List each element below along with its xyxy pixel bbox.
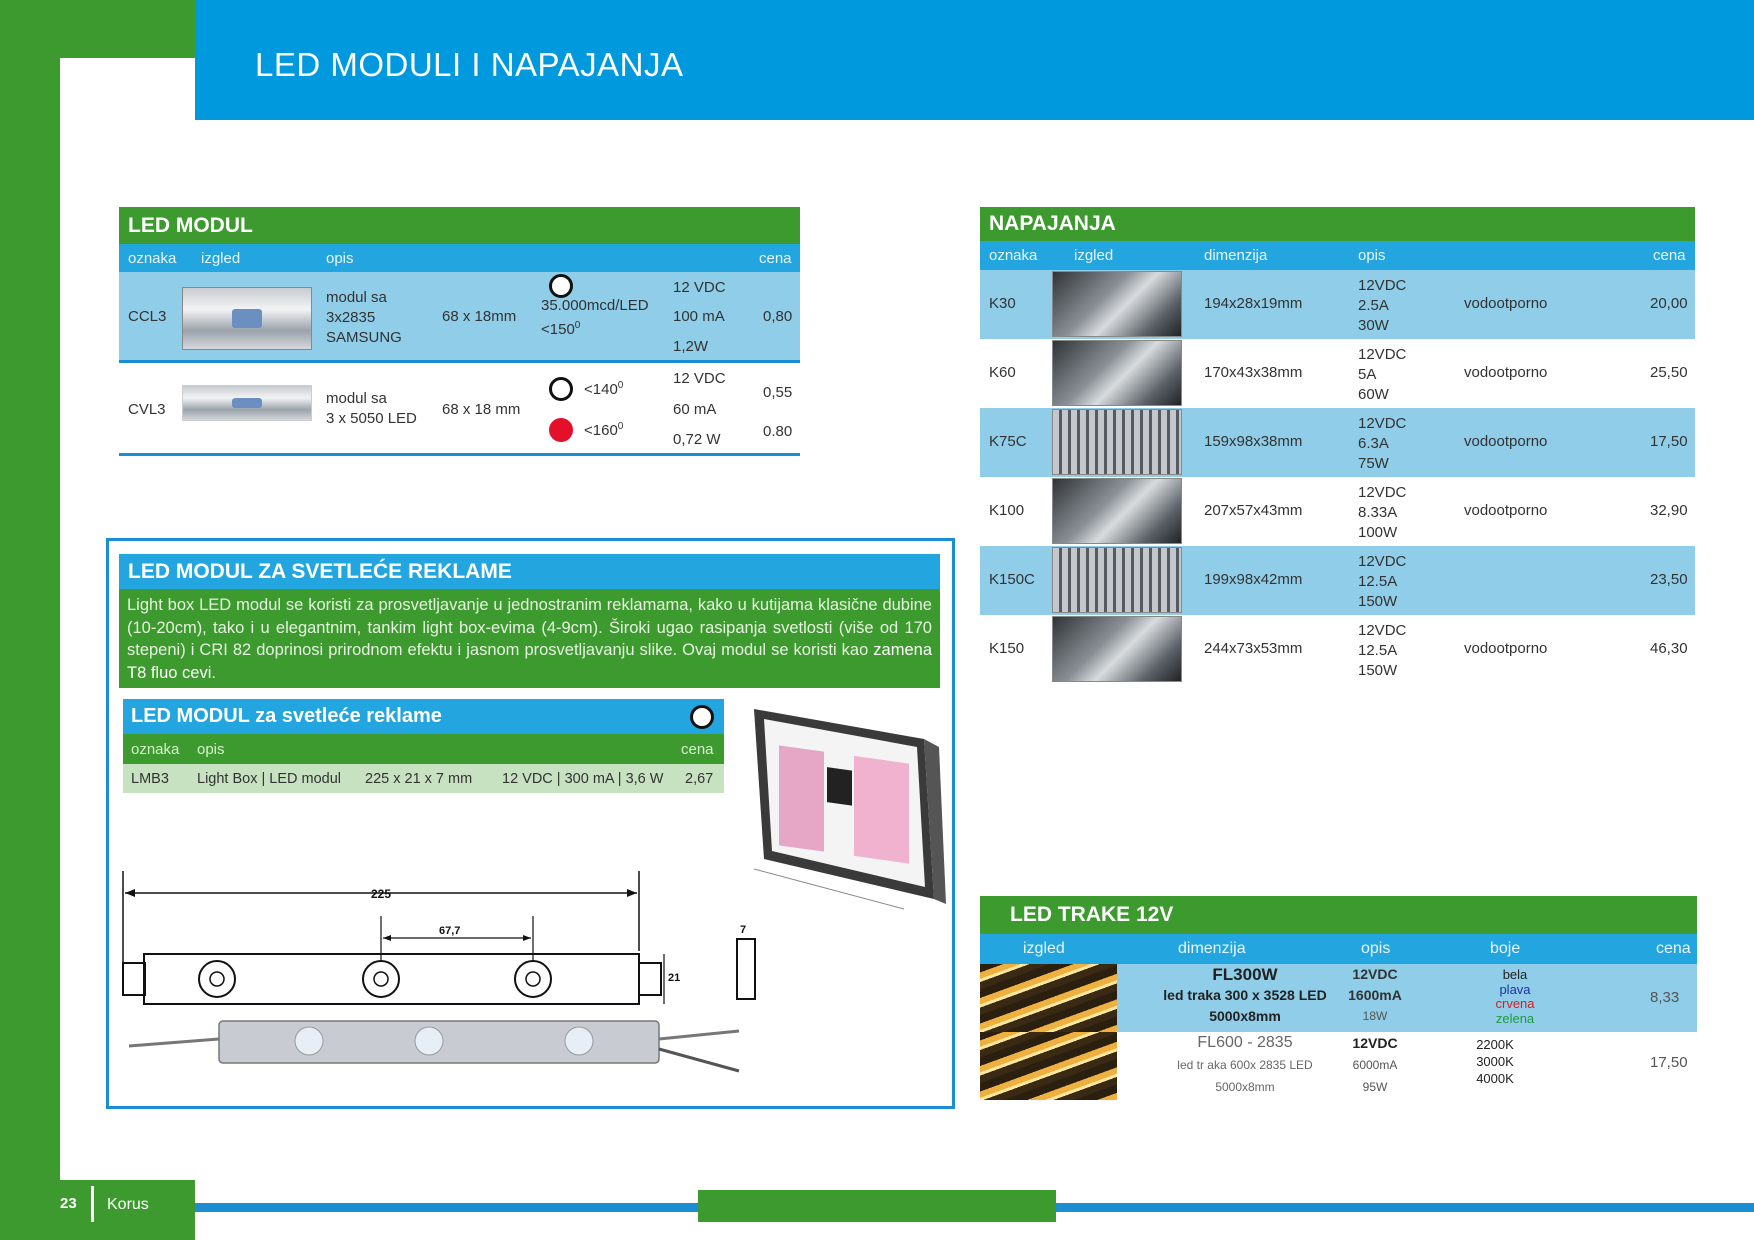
table-row xyxy=(119,363,800,453)
led-trake-header: izgled dimenzija opis boje cena xyxy=(980,934,1697,964)
price: 32,90 xyxy=(1650,502,1688,519)
top-green-block xyxy=(0,0,195,58)
specs: 12VDC 12.5A 150W xyxy=(1358,553,1407,610)
dimension: 244x73x53mm xyxy=(1204,640,1303,657)
current: 100 mA xyxy=(673,308,725,325)
col-opis: opis xyxy=(1358,247,1386,264)
voltage: 12 VDC xyxy=(673,279,726,296)
price: 0,55 xyxy=(763,384,793,401)
reklame-table xyxy=(123,699,724,793)
specs: 12VDC 8.33A 100W xyxy=(1358,484,1407,541)
divider xyxy=(119,453,800,456)
beam-angle-white: $<140^0$ xyxy=(584,380,624,398)
luminosity: 35.000mcd/LED xyxy=(541,297,649,314)
power-supply-image xyxy=(1052,547,1182,613)
napajanja-table xyxy=(980,207,1695,684)
specs: 12VDC 2.5A 30W xyxy=(1358,277,1407,334)
col-cena: cena xyxy=(759,249,792,267)
power: 0,72 W xyxy=(673,431,721,448)
dimension-spacing: 67,7 xyxy=(439,925,461,937)
red-light-icon xyxy=(549,418,573,442)
dimension-total: 225 xyxy=(371,887,392,901)
code: K30 xyxy=(989,295,1016,312)
price: 0.80 xyxy=(763,423,793,440)
code: CVL3 xyxy=(128,401,166,418)
power-supply-image xyxy=(1052,478,1182,544)
led-modul-table xyxy=(119,207,800,456)
colors: bela plava crvena zelena xyxy=(1495,967,1535,1026)
led-module-image xyxy=(182,385,312,421)
power-supply-image xyxy=(1052,340,1182,406)
beam-angle-red: $<160^0$ xyxy=(584,421,624,439)
note: vodootporno xyxy=(1464,502,1548,519)
dimension-height: 21 xyxy=(668,972,681,984)
table-row xyxy=(980,1032,1697,1100)
note: vodootporno xyxy=(1464,640,1548,657)
footer-green-accent xyxy=(698,1190,1056,1222)
price: 23,50 xyxy=(1650,571,1688,588)
table-row xyxy=(980,964,1697,1032)
current: 60 mA xyxy=(673,401,717,418)
col-opis: opis xyxy=(326,249,354,267)
brand-name: Korus xyxy=(107,1196,149,1213)
led-module-image xyxy=(182,287,312,350)
dimension: 199x98x42mm xyxy=(1204,571,1303,588)
price: 0,80 xyxy=(763,308,793,325)
specs: 12VDC 6000mA 95W xyxy=(1352,1035,1398,1094)
module-drawing xyxy=(119,871,859,1111)
col-izgled: izgled xyxy=(201,249,241,267)
power-supply-image xyxy=(1052,271,1182,337)
power: 1,2W xyxy=(673,338,709,355)
specs: 12VDC 6.3A 75W xyxy=(1358,415,1407,472)
col-oznaka: oznaka xyxy=(128,249,177,267)
code: K100 xyxy=(989,502,1025,519)
reklame-box xyxy=(106,538,955,1109)
dimension-depth: 7 xyxy=(740,924,747,936)
table-row xyxy=(980,270,1695,339)
specs: 12VDC 12.5A 150W xyxy=(1358,622,1407,679)
dimension: FL300W led traka 300 x 3528 LED 5000x8mm xyxy=(1163,965,1327,1024)
table-row xyxy=(980,477,1695,546)
col-izgled: izgled xyxy=(1074,247,1114,264)
page-separator xyxy=(91,1186,94,1222)
white-light-icon xyxy=(549,377,573,401)
napajanja-header xyxy=(980,241,1695,270)
dimension: 68 x 18 mm xyxy=(442,401,521,418)
led-strip-image xyxy=(980,1032,1117,1100)
code: K75C xyxy=(989,433,1027,450)
voltage: 12 VDC xyxy=(673,370,726,387)
price: 17,50 xyxy=(1650,433,1688,450)
table-row: LMB3 Light Box | LED modul 225 x 21 x 7 mm 12 VDC | 300 mA | 3,6 W 2,67 xyxy=(123,764,724,793)
specs: 12VDC 5A 60W xyxy=(1358,346,1407,403)
col-dimenzija: dimenzija xyxy=(1204,247,1268,264)
dimension: 68 x 18mm xyxy=(442,308,517,325)
price: 25,50 xyxy=(1650,364,1688,381)
led-modul-title: LED MODUL xyxy=(119,207,800,244)
table-row xyxy=(980,546,1695,615)
col-cena: cena xyxy=(1653,247,1686,264)
specs: 12VDC 1600mA 18W xyxy=(1348,966,1402,1023)
dimension: 170x43x38mm xyxy=(1204,364,1303,381)
power-supply-image xyxy=(1052,616,1182,682)
col-oznaka: oznaka xyxy=(989,247,1038,264)
page-title: LED MODULI I NAPAJANJA xyxy=(255,46,684,83)
led-strip-image xyxy=(980,964,1117,1032)
reklame-table-header: oznaka opis cena xyxy=(123,734,724,764)
price: 46,30 xyxy=(1650,640,1688,657)
code: K60 xyxy=(989,364,1016,381)
page-number: 23 xyxy=(60,1195,77,1212)
beam-angle: $<150^0$ xyxy=(541,320,581,338)
reklame-table-title: LED MODUL za svetleće reklame xyxy=(123,699,724,734)
dimension: 159x98x38mm xyxy=(1204,433,1303,450)
white-light-icon xyxy=(549,274,573,298)
reklame-description: Light box LED modul se koristi za prosvetljavanje u jednostranim reklamama, kako u kutijama klasične dubine (10-20cm), tako i u elegantnim, tankim light box-evima (4-9cm). Široki ugao rasipanja svetlosti (više od 170 stepeni) i CRI 82 doprinosi prirodnom efektu i jasnom prosvetljavanju slike. Ovaj modul se koristi kao zamena T8 fluo cevi. xyxy=(119,589,940,688)
left-green-strip xyxy=(0,0,60,1240)
table-row xyxy=(119,272,800,360)
code: K150 xyxy=(989,640,1025,657)
code: CCL3 xyxy=(128,308,167,325)
reklame-title: LED MODUL ZA SVETLEĆE REKLAME xyxy=(119,554,940,589)
led-trake-table xyxy=(980,896,1697,1100)
power-supply-image xyxy=(1052,409,1182,475)
price: 20,00 xyxy=(1650,295,1688,312)
dimension: FL600 - 2835 led tr aka 600x 2835 LED 5000x8mm xyxy=(1177,1034,1313,1094)
white-light-icon xyxy=(690,705,714,729)
table-row xyxy=(980,339,1695,408)
dimension: 207x57x43mm xyxy=(1204,502,1303,519)
note: vodootporno xyxy=(1464,364,1548,381)
led-modul-header xyxy=(119,244,800,272)
led-trake-title: LED TRAKE 12V xyxy=(980,896,1697,934)
table-row xyxy=(980,408,1695,477)
price: 17,50 xyxy=(1650,1054,1688,1071)
code: K150C xyxy=(989,571,1035,588)
description: modul sa 3x2835 SAMSUNG xyxy=(326,289,402,346)
description: modul sa 3 x 5050 LED xyxy=(326,390,417,427)
napajanja-title: NAPAJANJA xyxy=(980,207,1695,241)
table-row xyxy=(980,615,1695,684)
footer-green-block xyxy=(0,1180,195,1240)
dimension: 194x28x19mm xyxy=(1204,295,1303,312)
price: 8,33 xyxy=(1650,989,1680,1006)
note: vodootporno xyxy=(1464,433,1548,450)
colors: 2200K 3000K 4000K xyxy=(1476,1037,1514,1086)
note: vodootporno xyxy=(1464,295,1548,312)
